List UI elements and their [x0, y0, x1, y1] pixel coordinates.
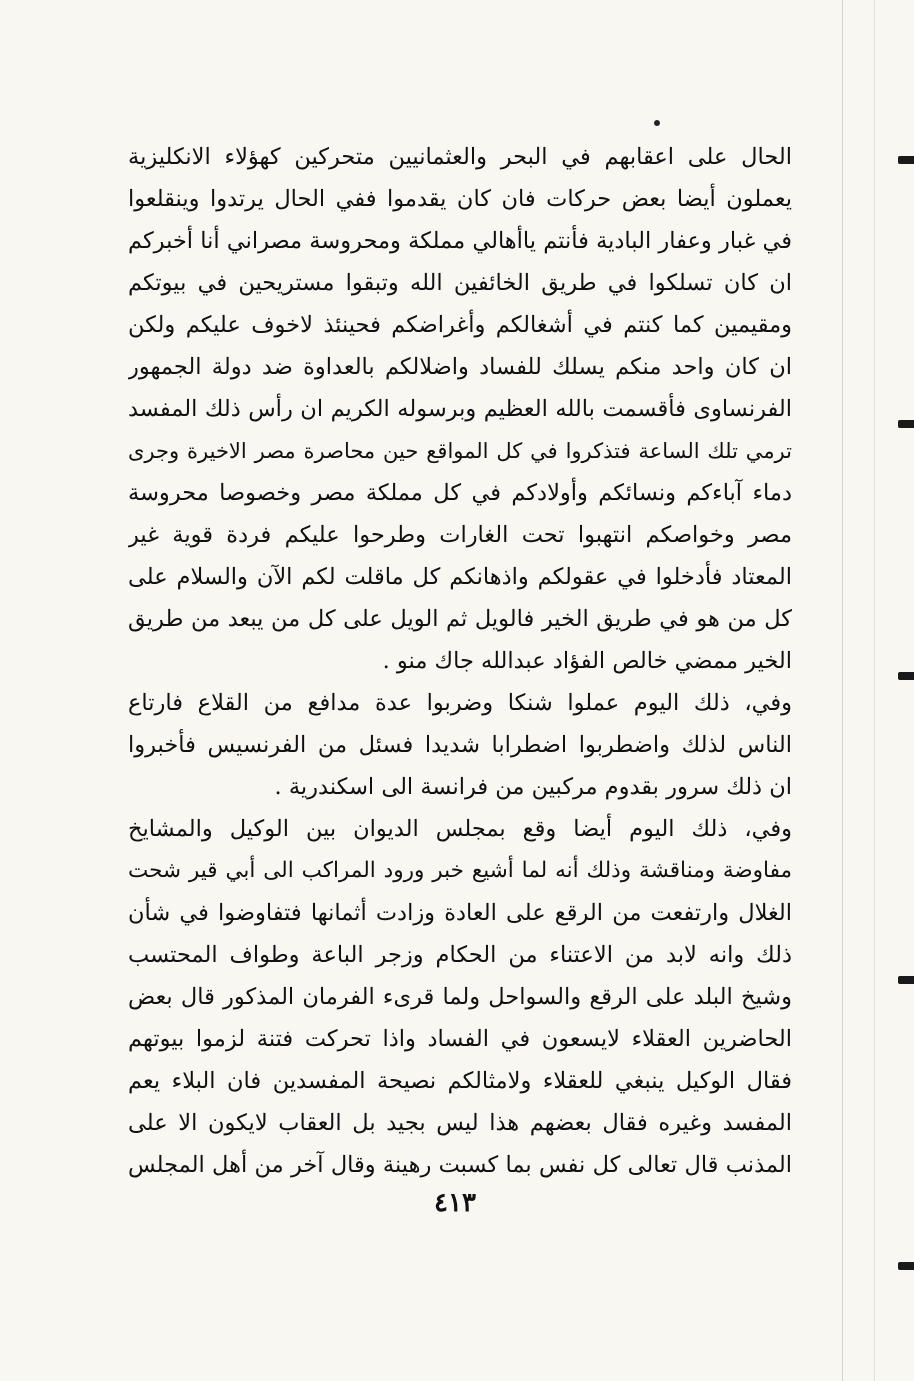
text-line: وفي، ذلك اليوم عملوا شنكا وضربوا عدة مدافع من القلاع فارتاع — [128, 690, 792, 716]
text-line: المفسد وغيره فقال بعضهم هذا ليس بجيد بل العقاب لايكون الا على — [128, 1110, 792, 1136]
text-line: الحال على اعقابهم في البحر والعثمانيين متحركين كهؤلاء الانكليزية — [128, 144, 792, 170]
text-line: الفرنساوى فأقسمت بالله العظيم وبرسوله الكريم ان رأس ذلك المفسد — [128, 396, 792, 422]
text-line: ان كان تسلكوا في طريق الخائفين الله وتبقوا مستريحين في بيوتكم — [128, 270, 792, 296]
margin-edge-mark — [898, 976, 914, 984]
text-line: المعتاد فأدخلوا في عقولكم واذهانكم كل ماقلت لكم الآن والسلام على — [128, 564, 792, 590]
text-line: الحاضرين العقلاء لايسعون في الفساد واذا تحركت فتنة لزموا بيوتهم — [128, 1026, 792, 1052]
margin-edge-mark — [898, 156, 914, 164]
page-number: ٤١٣ — [434, 1188, 476, 1218]
text-line: يعملون أيضا بعض حركات فان كان يقدموا ففي الحال يرتدوا وينقلعوا — [128, 186, 792, 212]
text-line: في غبار وعفار البادية فأنتم ياأهالي مملكة ومحروسة مصراني أنا أخبركم — [128, 228, 792, 254]
margin-edge-mark — [898, 672, 914, 680]
text-line: دماء آباءكم ونسائكم وأولادكم في كل مملكة مصر وخصوصا محروسة — [128, 480, 792, 506]
text-line: فقال الوكيل ينبغي للعقلاء ولامثالكم نصيحة المفسدين فان البلاء يعم — [128, 1068, 792, 1094]
text-line: ذلك وانه لابد من الاعتناء من الحكام وزجر الباعة وطواف المحتسب — [128, 942, 792, 968]
text-line: مفاوضة ومناقشة وذلك أنه لما أشيع خبر ورود المراكب الى أبي قير شحت — [128, 858, 792, 883]
text-line: ترمي تلك الساعة فتذكروا في كل المواقع حين محاصرة مصر الاخيرة وجرى — [128, 439, 792, 463]
binding-gutter-line — [842, 0, 843, 1381]
margin-edge-mark — [898, 1262, 914, 1270]
text-line: الناس لذلك واضطربوا اضطرابا شديدا فسئل من الفرنسيس فأخبروا — [128, 732, 792, 758]
body-text — [128, 136, 792, 1186]
text-line: المذنب قال تعالى كل نفس بما كسبت رهينة وقال آخر من أهل المجلس — [128, 1152, 792, 1178]
text-line: مصر وخواصكم انتهبوا تحت الغارات وطرحوا عليكم فردة قوية غير — [128, 522, 792, 548]
text-line: ان كان واحد منكم يسلك للفساد واضلالكم بالعداوة ضد دولة الجمهور — [128, 354, 792, 380]
text-line: وشيخ البلد على الرقع والسواحل ولما قرىء الفرمان المذكور قال بعض — [128, 984, 792, 1010]
text-line: الخير ممضي خالص الفؤاد عبدالله جاك منو . — [382, 648, 792, 674]
text-line: ومقيمين كما كنتم في أشغالكم وأغراضكم فحينئذ لاخوف عليكم ولكن — [128, 312, 792, 338]
text-line: الغلال وارتفعت من الرقع على العادة وزادت أثمانها فتفاوضوا في شأن — [128, 900, 792, 926]
margin-edge-mark — [898, 420, 914, 428]
text-line: وفي، ذلك اليوم أيضا وقع بمجلس الديوان بين الوكيل والمشايخ — [128, 816, 792, 842]
ink-dot — [654, 120, 660, 126]
binding-gutter-line-outer — [874, 0, 875, 1381]
text-line: كل من هو في طريق الخير فالويل ثم الويل على كل من يبعد من طريق — [128, 606, 792, 632]
text-line: ان ذلك سرور بقدوم مركبين من فرانسة الى اسكندرية . — [274, 774, 792, 800]
